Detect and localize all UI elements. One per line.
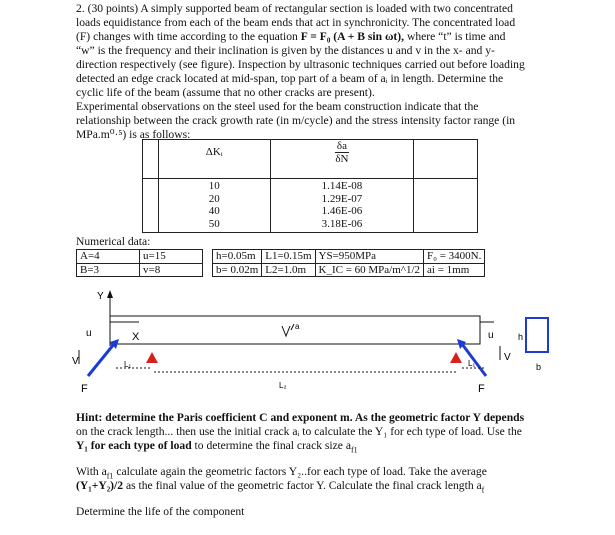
rate-header [270,140,413,179]
delta-k-values [158,179,270,233]
num-cell: L2=1.0m [262,263,315,277]
l1-label-left: L₁ [124,360,132,369]
problem-line: detected an edge crack located at mid-span, top part of a beam of aᵢ in length. Determine the [76,72,504,85]
numerical-table-geometry [212,249,485,277]
hint-text: to determine the final crack size a [191,439,351,452]
delta-k-header: ΔKᵢ [158,140,270,179]
v-label-left: V [72,356,79,367]
crack-growth-table [142,139,478,233]
num-cell: ai = 1mm [424,263,485,277]
b-label: b [536,362,542,372]
beam-figure [72,284,556,395]
problem-line: “w” is the frequency and their inclination is given by the distances u and v in the x- and y- [76,44,495,57]
num-cell: YS=950MPa [315,250,424,264]
rate-value: 1.29E-07 [321,192,363,205]
u-label-left: u [86,328,92,339]
num-cell: A=4 [77,250,140,264]
numerical-table-load [76,249,203,277]
problem-line: 2. (30 points) A simply supported beam of rectangular section is loaded with two concentrated [76,2,513,15]
num-cell: u=15 [140,250,203,264]
y-axis-arrow [107,290,113,298]
hint-sub: f1 [351,445,358,455]
num-cell: F₀ = 3400N. [424,250,485,264]
support-left [146,352,158,363]
l2-label: L₂ [279,381,287,390]
hint-text: With a [76,465,107,478]
problem-line: relationship between the crack growth rate (in m/cycle) and the stress intensity factor range (in [76,114,516,127]
problem-line: direction respectively (see figure). Inspection by ultrasonic techniques carried out before loading [76,58,525,71]
f-label-left: F [81,383,88,395]
y-axis-label: Y [97,291,104,302]
num-cell: b= 0.02m [213,263,262,277]
hint-line [76,411,550,425]
delta-k-value: 50 [208,217,220,230]
load-equation: F = F₀ (A + B sin ωt), [300,30,405,43]
u-label-right: u [488,330,494,341]
empty-cell [143,179,159,233]
support-right [450,352,462,363]
num-cell: L1=0.15m [262,250,315,264]
hint-bold-avg: (Y₁+Y₂)/2 [76,479,124,492]
rate-denominator: δN [335,153,349,165]
num-cell: h=0.05m [213,250,262,264]
empty-cell [414,179,478,233]
numerical-data-label: Numerical data: [76,235,151,248]
rate-value: 1.14E-08 [321,180,363,192]
l1-label-right: L₁ [468,359,476,368]
delta-k-value: 20 [208,192,220,205]
v-label-right: V [504,352,511,363]
problem-text: (F) changes with time according to the equation [76,30,301,43]
delta-k-value: 10 [208,180,220,192]
num-cell: v=8 [140,263,203,277]
hint-sub: f [481,485,485,495]
num-cell: K_IC = 60 MPa/m^1/2 [315,263,424,277]
hint-sub: f1 [106,471,114,481]
crack-label: a [295,322,300,331]
x-label: X [132,331,140,343]
hint-line: Determine the life of the component [76,505,245,518]
f-label-right: F [478,383,485,395]
rate-numerator: δa [336,140,347,152]
problem-line: loads equidistance from each of the beam ends that act in synchronicity. The concentrated load [76,16,516,29]
hint-bold: Hint: determine the Paris coefficient C and exponent m. As the geometric factor Y depends [76,411,525,424]
h-label: h [518,332,524,342]
problem-line [76,30,550,44]
problem-text: where “t” is time and [404,30,506,43]
hint-bold-y1: Y₁ for each type of load [76,439,192,452]
rate-values [270,179,413,233]
hint-line: on the crack length... then use the initial crack aᵢ to calculate the Y₁ for ech type of load. Use the [76,425,522,438]
hint-text: calculate again the geometric factors Y₂..for each type of load. Take the average [113,465,487,478]
rate-value: 3.18E-06 [321,217,363,230]
empty-cell [414,140,478,179]
problem-line: Experimental observations on the steel used for the beam construction indicate that the [76,100,479,113]
rate-value: 1.46E-06 [321,205,363,217]
delta-k-value: 40 [208,205,220,217]
hint-line [76,439,550,457]
num-cell: B=3 [77,263,140,277]
force-left [88,344,114,376]
empty-cell [143,140,159,179]
problem-line: cyclic life of the beam (assume that no other cracks are present). [76,86,375,99]
cross-section [526,318,548,352]
hint-text: as the final value of the geometric factor Y. Calculate the final crack length a [123,479,482,492]
hint-line [76,479,550,497]
problem-line: MPa.m⁰·⁵) is as follows: [76,128,191,141]
